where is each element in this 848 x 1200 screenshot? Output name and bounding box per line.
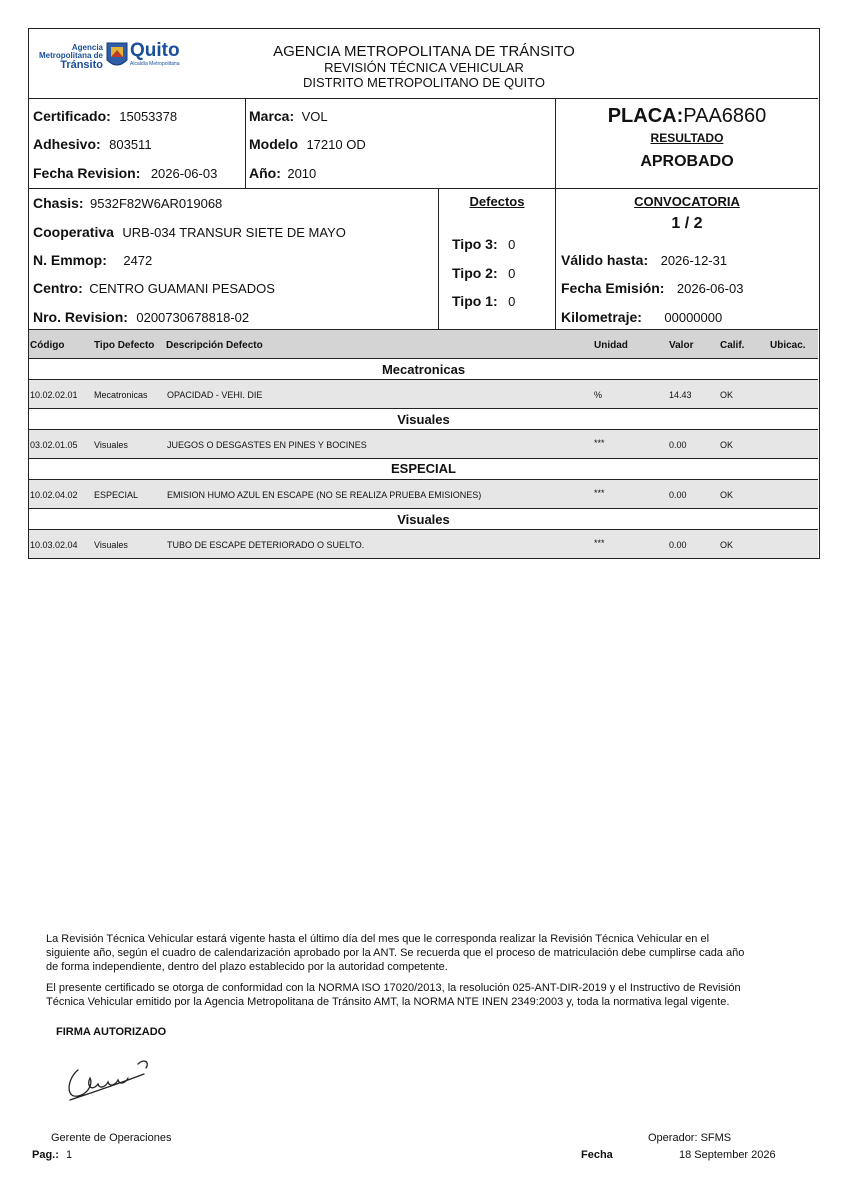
km-row <box>561 309 722 327</box>
certificado-value: 15053378 <box>119 109 178 124</box>
resultado-value: APROBADO <box>640 153 734 170</box>
row-valor: 0.00 <box>669 440 687 450</box>
convocatoria-title: CONVOCATORIA <box>634 194 740 209</box>
anio-row <box>249 165 316 183</box>
chasis-value: 9532F82W6AR019068 <box>90 196 223 211</box>
divider <box>29 458 818 459</box>
section-title: ESPECIAL <box>390 461 456 476</box>
convocatoria-value: 1 / 2 <box>671 215 703 232</box>
fecha-label: Fecha <box>581 1149 613 1161</box>
certificado-row <box>33 108 177 126</box>
page-subtitle-1: REVISIÓN TÉCNICA VEHICULAR <box>324 60 524 75</box>
cooperativa-row <box>33 224 346 242</box>
page-label: Pag.: <box>32 1149 59 1161</box>
logo-text-line2: Metropolitana de <box>38 51 103 60</box>
marca-value: VOL <box>301 109 328 124</box>
modelo-row <box>249 136 366 154</box>
validity-paragraph: La Revisión Técnica Vehicular estará vigente hasta el último día del mes que le corresponda realizar la Revisión Técnica Vehicular en el siguiente año, según el cuadro de calendarización aprobado por la ANT. Se recuerda que el proceso de matriculación debe cumplirse cada año de forma independiente, dentro del plazo establecido por la autoridad competente. <box>46 933 745 973</box>
section-title: Visuales <box>397 412 450 427</box>
nro-revision-label: Nro. Revision: <box>33 309 128 325</box>
logo-text-line1: Agencia <box>71 43 103 52</box>
row-codigo: 10.02.04.02 <box>30 490 78 500</box>
divider <box>29 508 818 509</box>
row-calif: OK <box>720 490 734 500</box>
col-header-tipo: Tipo Defecto <box>94 340 155 351</box>
logo-text-line3: Tránsito <box>60 59 103 71</box>
gerente-label: Gerente de Operaciones <box>51 1132 172 1144</box>
row-tipo: Mecatronicas <box>94 390 148 400</box>
norms-paragraph: El presente certificado se otorga de conformidad con la NORMA ISO 17020/2013, la resolución 025-ANT-DIR-2019 y el Instructivo de Revisión Técnica Vehicular emitido por la Agencia Metropolitana de Tránsito AMT, la NORMA NTE INEN 2349:2003 y, toda la normativa legal vigente. <box>46 982 741 1008</box>
valido-row <box>561 252 727 270</box>
fecha-revision-value: 2026-06-03 <box>150 166 218 181</box>
table-row <box>29 530 818 558</box>
chasis-row <box>33 195 222 213</box>
divider <box>29 408 818 409</box>
cooperativa-value: URB-034 TRANSUR SIETE DE MAYO <box>122 225 346 240</box>
section-title: Visuales <box>397 512 450 527</box>
col-header-unidad: Unidad <box>594 340 628 351</box>
table-row <box>29 430 818 458</box>
valido-value: 2026-12-31 <box>660 253 728 268</box>
placa-value: PAA6860 <box>683 105 767 127</box>
row-calif: OK <box>720 390 734 400</box>
centro-row <box>33 280 275 298</box>
row-codigo: 10.03.02.04 <box>30 540 78 550</box>
nro-revision-row <box>33 309 249 327</box>
divider <box>29 358 818 359</box>
page-value: 1 <box>65 1149 73 1161</box>
col-header-ubicac: Ubicac. <box>770 340 806 351</box>
tipo1-row <box>452 293 515 311</box>
certificate-frame <box>28 28 820 559</box>
fecha-revision-label: Fecha Revision: <box>33 165 141 181</box>
certificado-label: Certificado: <box>33 108 111 124</box>
tipo2-row <box>452 265 515 283</box>
row-tipo: ESPECIAL <box>94 490 139 500</box>
row-unidad: *** <box>594 438 605 448</box>
operador-label: Operador: SFMS <box>648 1132 732 1144</box>
row-descripcion: JUEGOS O DESGASTES EN PINES Y BOCINES <box>167 440 367 450</box>
tipo1-value: 0 <box>508 294 516 309</box>
col-header-calif: Calif. <box>720 340 745 351</box>
chasis-label: Chasis: <box>33 195 84 211</box>
placa-block <box>556 103 818 171</box>
fecha-value: 18 September 2026 <box>679 1149 776 1161</box>
tipo3-value: 0 <box>508 237 516 252</box>
header-titles <box>229 43 619 90</box>
row-tipo: Visuales <box>94 540 128 550</box>
row-descripcion: OPACIDAD - VEHI. DIE <box>167 390 263 400</box>
adhesivo-label: Adhesivo: <box>33 136 101 152</box>
divider <box>29 188 818 189</box>
resultado-label: RESULTADO <box>650 131 724 145</box>
row-valor: 14.43 <box>669 390 692 400</box>
row-descripcion: TUBO DE ESCAPE DETERIORADO O SUELTO. <box>167 540 365 550</box>
divider <box>29 98 818 99</box>
placa <box>556 103 818 129</box>
adhesivo-value: 803511 <box>109 137 152 152</box>
tipo1-label: Tipo 1: <box>452 293 498 309</box>
divider <box>245 98 246 188</box>
cooperativa-label: Cooperativa <box>33 224 114 240</box>
col-header-valor: Valor <box>669 340 694 351</box>
quito-logo-text: Quito <box>130 40 180 61</box>
km-label: Kilometraje: <box>561 309 642 325</box>
nro-revision-value: 0200730678818-02 <box>136 310 250 325</box>
valido-label: Válido hasta: <box>561 252 649 268</box>
anio-label: Año: <box>249 165 281 181</box>
defectos-title: Defectos <box>469 194 525 209</box>
centro-value: CENTRO GUAMANI PESADOS <box>89 281 275 296</box>
page-subtitle-2: DISTRITO METROPOLITANO DE QUITO <box>303 75 545 90</box>
firma-label: FIRMA AUTORIZADO <box>56 1026 167 1038</box>
emmop-value: 2472 <box>123 253 153 268</box>
tipo2-label: Tipo 2: <box>452 265 498 281</box>
convocatoria-block <box>556 194 818 233</box>
centro-label: Centro: <box>33 280 83 296</box>
col-header-descripcion: Descripción Defecto <box>166 340 263 351</box>
divider <box>438 188 439 329</box>
marca-row <box>249 108 328 126</box>
row-valor: 0.00 <box>669 490 687 500</box>
row-calif: OK <box>720 540 734 550</box>
emmop-row <box>33 252 152 270</box>
row-unidad: *** <box>594 538 605 548</box>
quito-logo <box>130 41 180 67</box>
km-value: 00000000 <box>664 310 723 325</box>
modelo-label: Modelo <box>249 136 298 152</box>
row-tipo: Visuales <box>94 440 128 450</box>
row-unidad: *** <box>594 488 605 498</box>
row-descripcion: EMISION HUMO AZUL EN ESCAPE (NO SE REALIZA PRUEBA EMISIONES) <box>167 490 482 500</box>
row-codigo: 03.02.01.05 <box>30 440 78 450</box>
row-valor: 0.00 <box>669 540 687 550</box>
row-calif: OK <box>720 440 734 450</box>
marca-label: Marca: <box>249 108 295 124</box>
placa-label: PLACA: <box>607 105 684 127</box>
tipo3-label: Tipo 3: <box>452 236 498 252</box>
quito-logo-subtext: Alcaldía Metropolitana <box>130 61 180 67</box>
page-number <box>32 1149 72 1161</box>
tipo3-row <box>452 236 515 254</box>
row-unidad: % <box>594 390 603 400</box>
page-title: AGENCIA METROPOLITANA DE TRÁNSITO <box>273 43 575 60</box>
modelo-value: 17210 OD <box>306 137 366 152</box>
adhesivo-row <box>33 136 152 154</box>
section-title: Mecatronicas <box>381 362 466 377</box>
fecha-revision-row <box>33 165 217 183</box>
tipo2-value: 0 <box>508 266 516 281</box>
emision-label: Fecha Emisión: <box>561 280 665 296</box>
amt-logo <box>33 43 105 73</box>
emision-value: 2026-06-03 <box>676 281 744 296</box>
signature-icon <box>64 1056 154 1106</box>
quito-shield-icon <box>106 42 128 70</box>
emmop-label: N. Emmop: <box>33 252 107 268</box>
row-codigo: 10.02.02.01 <box>30 390 78 400</box>
anio-value: 2010 <box>287 166 317 181</box>
col-header-codigo: Código <box>30 340 65 351</box>
emision-row <box>561 280 743 298</box>
